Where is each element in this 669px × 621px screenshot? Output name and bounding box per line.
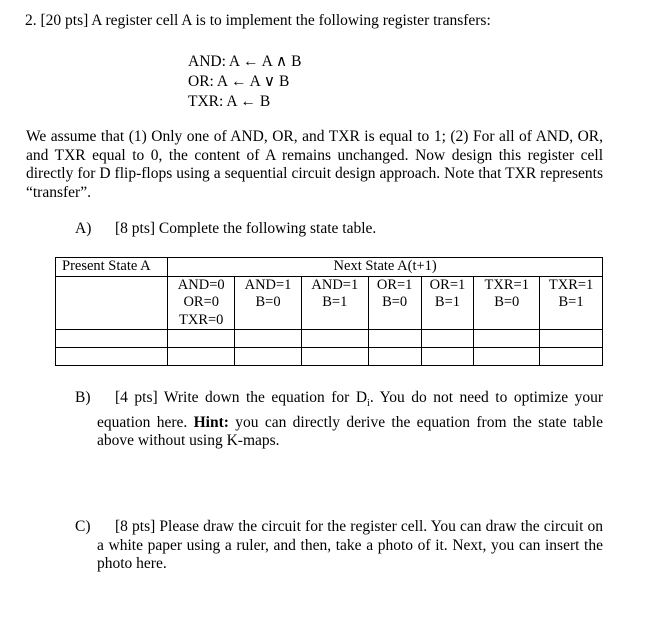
present-state-header: Present State A <box>56 258 168 277</box>
part-b-body <box>75 389 603 451</box>
part-a-text: [8 pts] Complete the following state table. <box>115 220 377 237</box>
transfer-and: AND: A ← A ∧ B <box>188 53 302 70</box>
col-label: B=1 <box>558 294 584 310</box>
assumption-paragraph: We assume that (1) Only one of AND, OR, and TXR is equal to 1; (2) For all of AND, OR, and TXR equal to 0, the content of A remains unchanged. Now design this register cell directly for D flip-flops using a sequential circuit design approach. Note that TXR represents “transfer”. <box>26 128 603 201</box>
part-b-text-mid: . You do not need to optimize your equation here. <box>97 389 603 431</box>
col-label: B=0 <box>255 294 281 310</box>
table-cell[interactable] <box>368 348 421 366</box>
col-label: AND=0 <box>177 276 225 293</box>
part-c <box>75 518 603 574</box>
table-cell[interactable] <box>235 348 302 366</box>
part-b-hint-label: Hint: <box>193 413 229 431</box>
col-label: B=1 <box>434 294 461 310</box>
table-cell[interactable] <box>540 348 603 366</box>
state-table <box>55 257 603 366</box>
table-row-empty-2 <box>56 348 603 366</box>
col-label: OR=1 <box>376 276 413 293</box>
table-cell[interactable] <box>168 348 235 366</box>
col-or-b0 <box>368 276 421 330</box>
next-state-header: Next State A(t+1) <box>168 258 603 277</box>
table-header-row <box>56 258 603 277</box>
col-label: TXR=0 <box>179 311 224 328</box>
table-cell[interactable] <box>540 330 603 348</box>
col-txr-b1 <box>540 276 603 330</box>
table-cell[interactable] <box>474 348 540 366</box>
col-label: B=0 <box>382 294 408 310</box>
col-label: TXR=1 <box>484 276 529 293</box>
part-a <box>75 220 376 238</box>
col-or-b1 <box>421 276 474 330</box>
table-cell[interactable] <box>56 330 168 348</box>
col-label: B=0 <box>494 294 520 310</box>
part-c-text: [8 pts] Please draw the circuit for the register cell. You can draw the circuit on a white paper using a ruler, and then, take a photo of it. Next, you can insert the photo here. <box>97 518 603 572</box>
register-transfers <box>188 52 301 112</box>
col-label: B=1 <box>322 294 348 310</box>
col-and-b0 <box>235 276 302 330</box>
col-label: AND=1 <box>244 276 292 293</box>
part-b-text-post: you can directly derive the equation from the state table above without using K-maps. <box>97 413 603 450</box>
transfer-or: OR: A ← A ∨ B <box>188 73 290 90</box>
part-b-subscript: i <box>367 398 370 410</box>
table-cell[interactable] <box>421 348 474 366</box>
part-b-label: B) <box>75 389 91 406</box>
table-cell[interactable] <box>56 348 168 366</box>
table-row-empty-1 <box>56 330 603 348</box>
present-state-cell[interactable] <box>56 276 168 330</box>
table-subheader-row <box>56 276 603 330</box>
table-cell[interactable] <box>301 330 368 348</box>
part-c-body <box>75 518 603 574</box>
transfer-txr: TXR: A ← B <box>188 93 271 110</box>
col-label: OR=1 <box>429 276 466 293</box>
table-cell[interactable] <box>168 330 235 348</box>
table-cell[interactable] <box>421 330 474 348</box>
col-and-b1 <box>301 276 368 330</box>
table-cell[interactable] <box>368 330 421 348</box>
col-label: OR=0 <box>183 294 220 310</box>
table-cell[interactable] <box>474 330 540 348</box>
col-none-active <box>168 276 235 330</box>
part-c-label: C) <box>75 518 91 535</box>
table-cell[interactable] <box>235 330 302 348</box>
col-label: AND=1 <box>311 276 359 293</box>
col-txr-b0 <box>474 276 540 330</box>
col-label: TXR=1 <box>548 276 594 293</box>
part-b <box>75 389 603 451</box>
table-cell[interactable] <box>301 348 368 366</box>
question-title: 2. [20 pts] A register cell A is to implement the following register transfers: <box>25 12 491 29</box>
part-b-text-pre: [4 pts] Write down the equation for D <box>115 389 368 406</box>
part-a-label: A) <box>75 220 92 237</box>
